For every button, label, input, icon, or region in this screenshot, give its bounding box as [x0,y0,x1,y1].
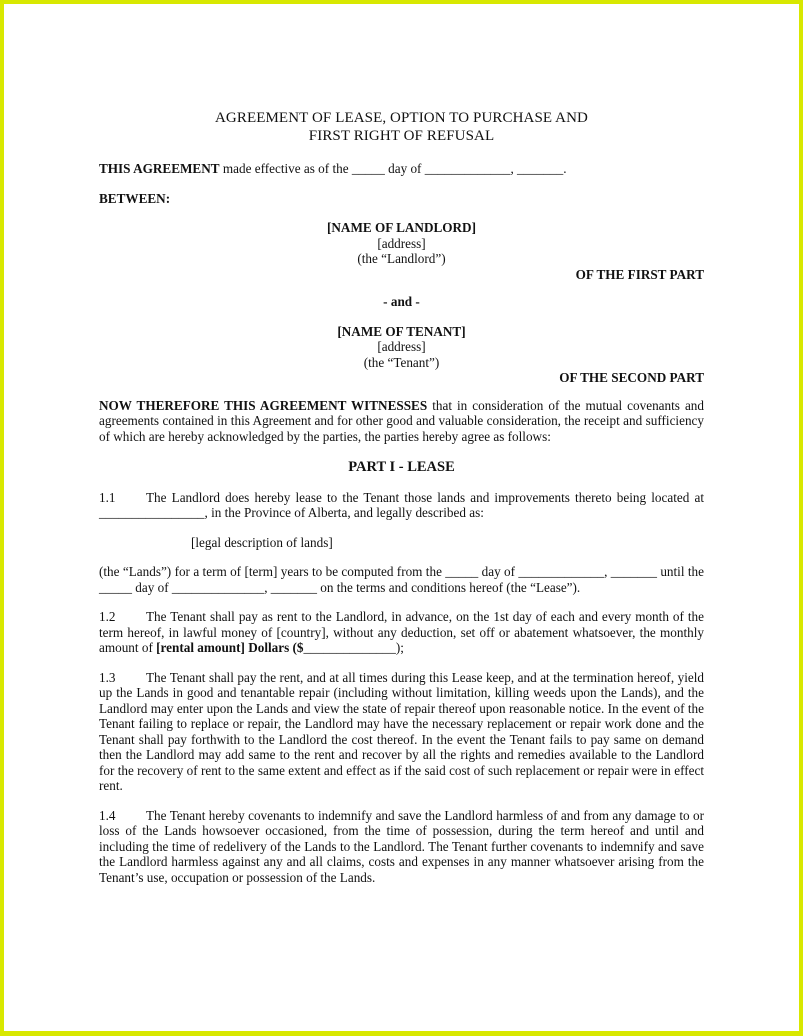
clause-1-1 [99,490,704,521]
document-title [99,110,704,145]
clause-1-2 [99,609,704,656]
landlord-block [99,220,704,282]
first-part-label: OF THE FIRST PART [575,266,704,282]
tenant-name: [NAME OF TENANT] [337,323,466,339]
lands-term-paragraph: (the “Lands”) for a term of [term] years to be computed from the _____ day of _____________, _______ until the _____ day of ______________, _______ on the terms and conditions hereof (the “Lease”). [99,564,704,595]
tenant-block [99,324,704,386]
page-border-left [0,0,4,1036]
page-border-top [0,0,803,4]
and-separator: - and - [383,294,420,309]
landlord-name: [NAME OF LANDLORD] [327,220,476,235]
witness-paragraph [99,398,704,445]
preamble-lead: THIS AGREEMENT [99,161,220,176]
between-label: BETWEEN: [99,190,171,206]
document-body [99,110,704,899]
clause-1-3 [99,670,704,794]
preamble-text: made effective as of the _____ day of _____________, _______. [219,161,567,176]
tenant-address: [address] [377,339,426,354]
clause-text: The Tenant hereby covenants to indemnify and save the Landlord harmless of and from any damage to or loss of the Lands howsoever occasioned, from the time of possession, during the term hereof and until and including the time of redelivery of the Lands to the Landlord. The Tenant further covenants to indemnify and save the Landlord harmless against any and all claims, costs and expenses in any manner whatsoever arising from the Tenant’s use, occupation or possession of the Lands. [99,807,704,885]
landlord-alias: (the “Landlord”) [357,251,446,266]
witness-text: that in consideration of the mutual covenants and agreements contained in this Agreement and for other good and valuable consideration, the receipt and sufficiency of which are hereby acknowledged by the parties, the parties hereby agree as follows: [99,397,704,444]
legal-description: [legal description of lands] [191,534,333,550]
landlord-address: [address] [377,235,426,251]
page-border-right [799,0,803,1036]
page-border-bottom [0,1031,803,1036]
title-line-1: AGREEMENT OF LEASE, OPTION TO PURCHASE AND [215,110,588,126]
rental-amount: [rental amount] Dollars ($ [156,640,304,655]
clause-text: The Tenant shall pay as rent to the Landlord, in advance, on the 1st day of each and every month of the term hereof, in lawful money of [country], without any deduction, set off or abatement whatsoever, the monthly amount of [99,609,704,655]
part-heading: PART I - LEASE [348,459,455,475]
title-line-2: FIRST RIGHT OF REFUSAL [308,127,495,144]
clause-number: 1.4 [99,807,116,823]
second-part-label: OF THE SECOND PART [559,370,704,385]
clause-1-4 [99,808,704,886]
preamble [99,161,704,177]
clause-text: The Landlord does hereby lease to the Tenant those lands and improvements thereto being located at ________________, in the Province of Alberta, and legally described as: [99,489,704,520]
tenant-alias: (the “Tenant”) [363,354,440,370]
witness-lead: NOW THEREFORE THIS AGREEMENT WITNESSES [99,397,428,413]
clause-text: The Tenant shall pay the rent, and at all times during this Lease keep, and at the termination hereof, yield up the Lands in good and tenantable repair (including without limitation, killing weeds upon the Lands), and the Landlord may enter upon the Lands and view the state of repair thereof upon reasonable notice. In the event of the Tenant failing to replace or repair, the Landlord may have the necessary replacement or repair work done and the Tenant shall pay forthwith to the Landlord the cost thereof. In the event the Tenant fails to pay same on demand then the Landlord may add same to the rent and recover by all the rights and remedies available to the Landlord for the recovery of rent to the same extent and effect as if the said cost of such replacement or repair were in effect rent. [99,669,704,793]
clause-number: 1.1 [99,489,116,505]
clause-number: 1.3 [99,669,116,685]
clause-end: ______________); [303,640,404,655]
clause-number: 1.2 [99,609,116,624]
